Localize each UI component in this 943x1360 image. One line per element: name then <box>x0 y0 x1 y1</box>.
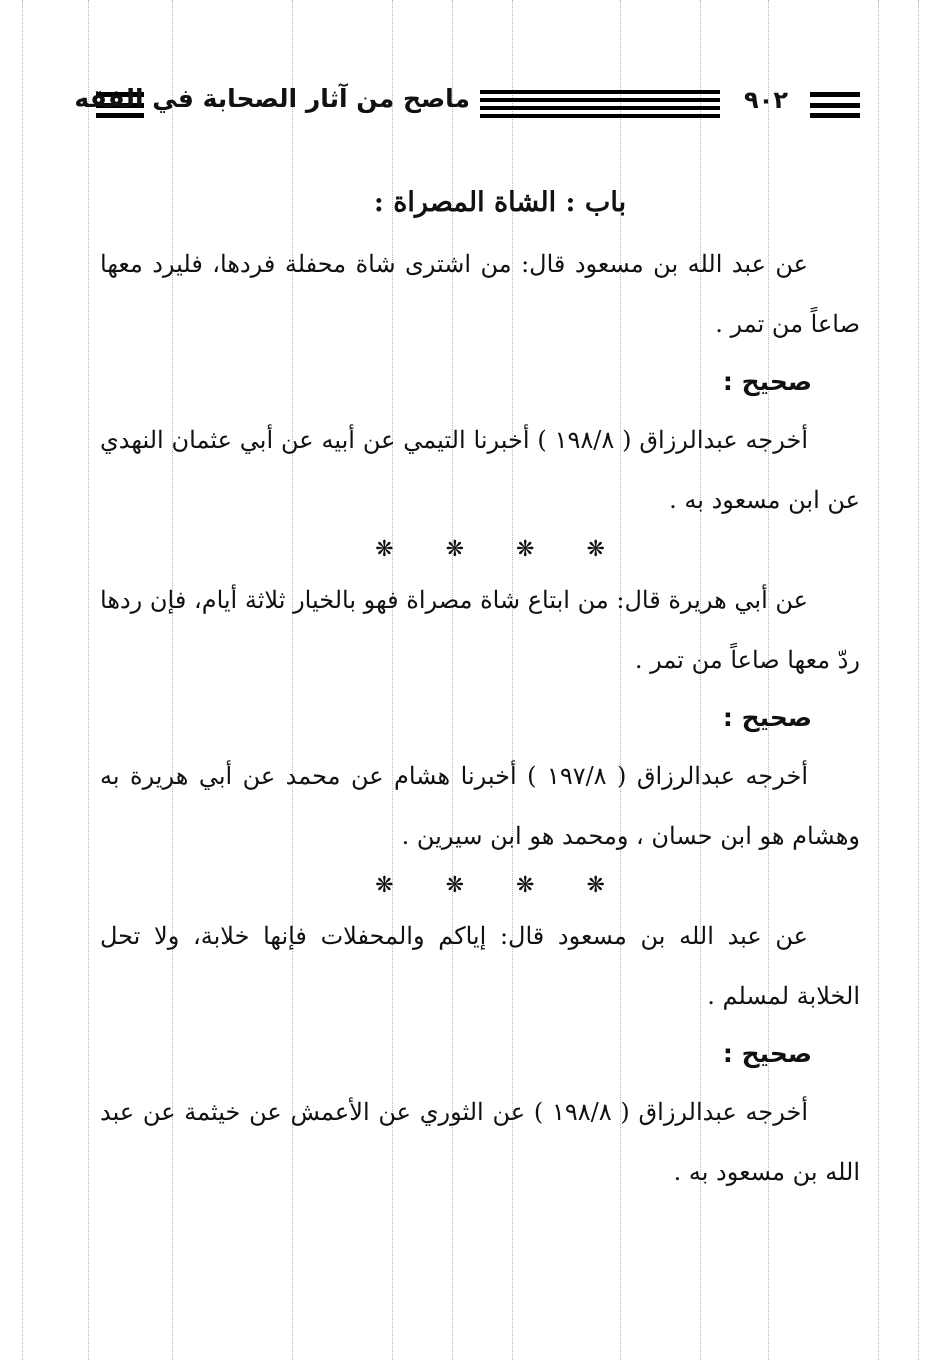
asterism-icon: ❋ <box>375 873 394 898</box>
page-body <box>100 172 860 1202</box>
book-title: ماصح من آثار الصحابة في الفقه <box>74 84 470 113</box>
asterism-icon: ❋ <box>516 537 535 562</box>
athar-text: عن أبي هريرة قال: من ابتاع شاة مصراة فهو بالخيار ثلاثة أيام، فإن ردها ردّ معها صاعاً من تمر . <box>100 586 860 674</box>
section-separator <box>100 530 860 570</box>
asterism-icon: ❋ <box>445 873 464 898</box>
takhrij-text: أخرجه عبدالرزاق ( ١٩٧/٨ ) أخبرنا هشام عن محمد عن أبي هريرة به وهشام هو ابن حسان ، ومحمد هو ابن سيرين . <box>100 762 860 850</box>
chapter-title: باب : الشاة المصراة : <box>373 187 627 218</box>
grade-label: صحيح : <box>722 367 812 396</box>
asterism-icon: ❋ <box>586 537 605 562</box>
athar-text: عن عبد الله بن مسعود قال: من اشترى شاة محفلة فردها، فليرد معها صاعاً من تمر . <box>100 250 860 338</box>
asterism-icon: ❋ <box>516 873 535 898</box>
running-header <box>74 82 862 128</box>
section-separator <box>100 866 860 906</box>
takhrij-text: أخرجه عبدالرزاق ( ١٩٨/٨ ) أخبرنا التيمي عن أبيه عن أبي عثمان النهدي عن ابن مسعود به . <box>100 426 860 514</box>
asterism-icon: ❋ <box>586 873 605 898</box>
grade-label: صحيح : <box>722 703 812 732</box>
grade-label: صحيح : <box>722 1039 812 1068</box>
header-rule-middle <box>480 90 720 118</box>
athar-text: عن عبد الله بن مسعود قال: إياكم والمحفلات فإنها خلابة، ولا تحل الخلابة لمسلم . <box>100 922 860 1010</box>
takhrij-text: أخرجه عبدالرزاق ( ١٩٨/٨ ) عن الثوري عن الأعمش عن خيثمة عن عبد الله بن مسعود به . <box>100 1098 860 1186</box>
page-number: ٩٠٢ <box>744 86 788 114</box>
asterism-icon: ❋ <box>375 537 394 562</box>
asterism-icon: ❋ <box>445 537 464 562</box>
header-rule-right <box>810 92 860 118</box>
